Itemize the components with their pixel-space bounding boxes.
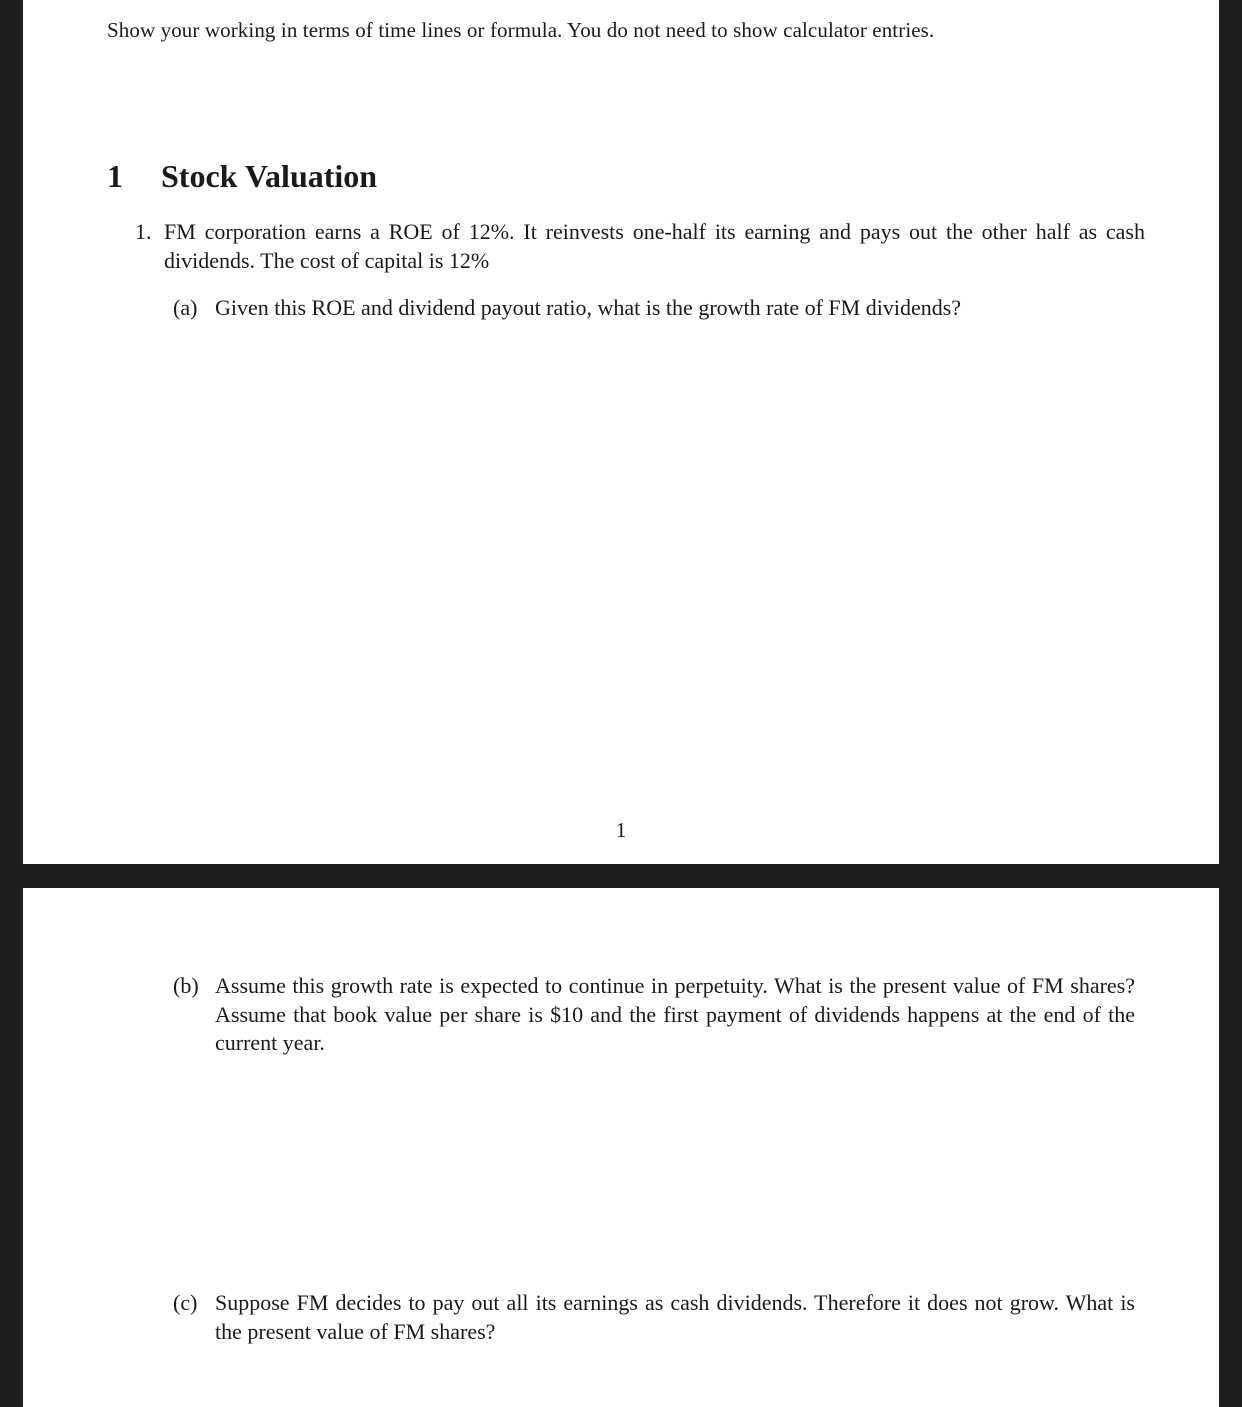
question-part-b [173, 972, 1135, 1058]
part-a-text: Given this ROE and dividend payout ratio, what is the growth rate of FM dividends? [215, 295, 962, 320]
section-heading [107, 158, 377, 195]
question-part-a [173, 294, 1135, 323]
part-b-label: (b) [173, 973, 199, 998]
viewer-background-right [1219, 0, 1242, 1407]
problem-1 [135, 218, 1145, 275]
part-c-text: Suppose FM decides to pay out all its earnings as cash dividends. Therefore it does not grow. What is the present value of FM shares? [215, 1290, 1135, 1344]
instructions-text: Show your working in terms of time lines or formula. You do not need to show calculator entries. [107, 18, 935, 42]
document-page-2 [23, 888, 1219, 1407]
section-title: Stock Valuation [161, 158, 378, 194]
section-number: 1 [107, 158, 123, 194]
part-c-label: (c) [173, 1290, 198, 1315]
problem-number: 1. [135, 219, 152, 244]
part-b-text: Assume this growth rate is expected to continue in perpetuity. What is the present value of FM shares? Assume that book value per share is $10 and the first payment of dividends happens at the end of the current year. [215, 973, 1135, 1055]
page-number: 1 [615, 818, 627, 842]
question-part-c [173, 1289, 1135, 1346]
viewer-background-left [0, 0, 23, 1407]
document-page-1 [23, 0, 1219, 864]
problem-text: FM corporation earns a ROE of 12%. It reinvests one-half its earning and pays out the other half as cash dividends. The cost of capital is 12% [164, 219, 1145, 273]
part-a-label: (a) [173, 295, 198, 320]
